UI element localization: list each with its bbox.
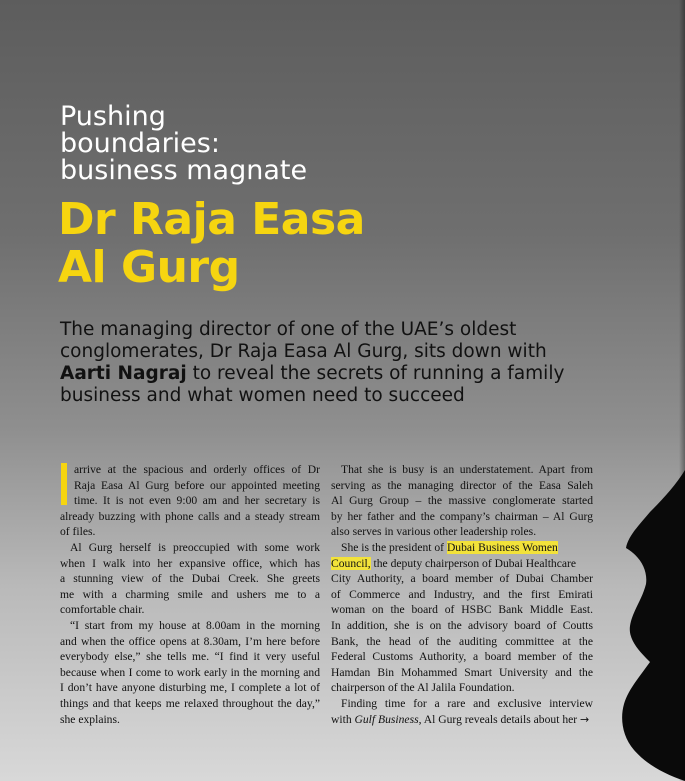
body-line (331, 540, 593, 556)
standfirst-text: to reveal the secrets of running a family (186, 363, 565, 384)
body-text: She is the president of (341, 540, 447, 554)
article-headline (58, 196, 498, 292)
section-kicker (60, 103, 400, 184)
standfirst-line: conglomerates, Dr Raja Easa Al Gurg, sits down with (60, 341, 547, 362)
body-line: That she is busy is an understatement. Apart from (341, 463, 593, 476)
body-line: Raja Easa Al Gurg before our appointed meeting (74, 478, 320, 492)
standfirst-line (60, 363, 570, 385)
kicker-line: business magnate (60, 155, 308, 186)
body-text: with (331, 712, 355, 726)
body-line: serving as the managing director of the Easa Saleh (331, 478, 593, 492)
body-text: , Al Gurg reveals details about her (418, 712, 578, 726)
body-line: chairperson of the Al Jalila Foundation. (331, 681, 515, 695)
standfirst (60, 319, 570, 407)
highlighted-organization: Dubai Business Women (446, 540, 558, 554)
author-name: Aarti Nagraj (60, 363, 187, 384)
article-column-left (60, 462, 320, 727)
body-line: Federal Customs Authority, a board member of the (331, 650, 593, 664)
body-line: I don’t have anyone disturbing me, I complete a lot of (60, 681, 320, 695)
body-line (331, 712, 593, 728)
headline-line: Al Gurg (58, 242, 240, 293)
highlighted-organization: Council, (331, 556, 371, 570)
body-line: also serves in various other leadership roles. (331, 525, 537, 539)
body-line: Hamdan Bin Mohammed Smart University and the (331, 665, 593, 679)
body-line: me with a charming smile and ushers me to a (60, 587, 320, 601)
body-line: and when the office opens at 8.30am, I’m here before (60, 634, 320, 648)
body-line: Al Gurg herself is preoccupied with some work (70, 540, 320, 554)
body-line: time. It is not even 9:00 am and her secretary is (74, 494, 320, 508)
article-column-right (331, 462, 593, 727)
body-line: City Authority, a board member of Dubai Chamber (331, 572, 593, 586)
body-line: Al Gurg Group – the massive conglomerate started (331, 494, 593, 508)
body-line: things and that keeps me relaxed throughout the day,” (60, 696, 320, 710)
body-text: the deputy chairperson of Dubai Healthcare (370, 556, 577, 570)
body-line: of files. (60, 525, 96, 539)
kicker-line: boundaries: (60, 128, 220, 159)
body-line: woman on the board of HSBC Bank Middle East. (331, 603, 593, 617)
scan-edge-shadow (679, 0, 685, 781)
body-line: she explains. (60, 712, 120, 726)
body-line: of Commerce and Industry, and the first Emirati (331, 587, 593, 601)
headline-line: Dr Raja Easa (58, 194, 365, 245)
body-line: Bank, the head of the auditing committee at the (331, 634, 593, 648)
body-line: arrive at the spacious and orderly offices of Dr (74, 463, 320, 476)
publication-name: Gulf Business (354, 712, 419, 726)
body-line: because when I come to work early in the morning and (60, 665, 320, 679)
body-line: everybody else,” she tells me. “I find it very useful (60, 650, 320, 664)
body-line (331, 556, 593, 572)
continue-arrow-icon: → (580, 712, 590, 726)
body-line: already buzzing with phone calls and a steady stream (60, 509, 320, 523)
body-line: by her father and the company’s chairman – Al Gurg (331, 509, 593, 523)
body-line: when I walk into her expansive office, which has (60, 556, 320, 570)
dark-silhouette (622, 470, 685, 781)
kicker-line: Pushing (60, 101, 166, 132)
body-line: In addition, she is on the advisory board of Coutts (331, 618, 593, 632)
body-line: comfortable chair. (60, 603, 145, 617)
body-line: Finding time for a rare and exclusive interview (341, 696, 593, 710)
standfirst-line: The managing director of one of the UAE’s oldest (60, 319, 517, 340)
body-line: “I start from my house at 8.00am in the morning (70, 618, 320, 632)
standfirst-line: business and what women need to succeed (60, 385, 465, 406)
body-line: a stunning view of the Dubai Creek. She greets (60, 572, 320, 586)
